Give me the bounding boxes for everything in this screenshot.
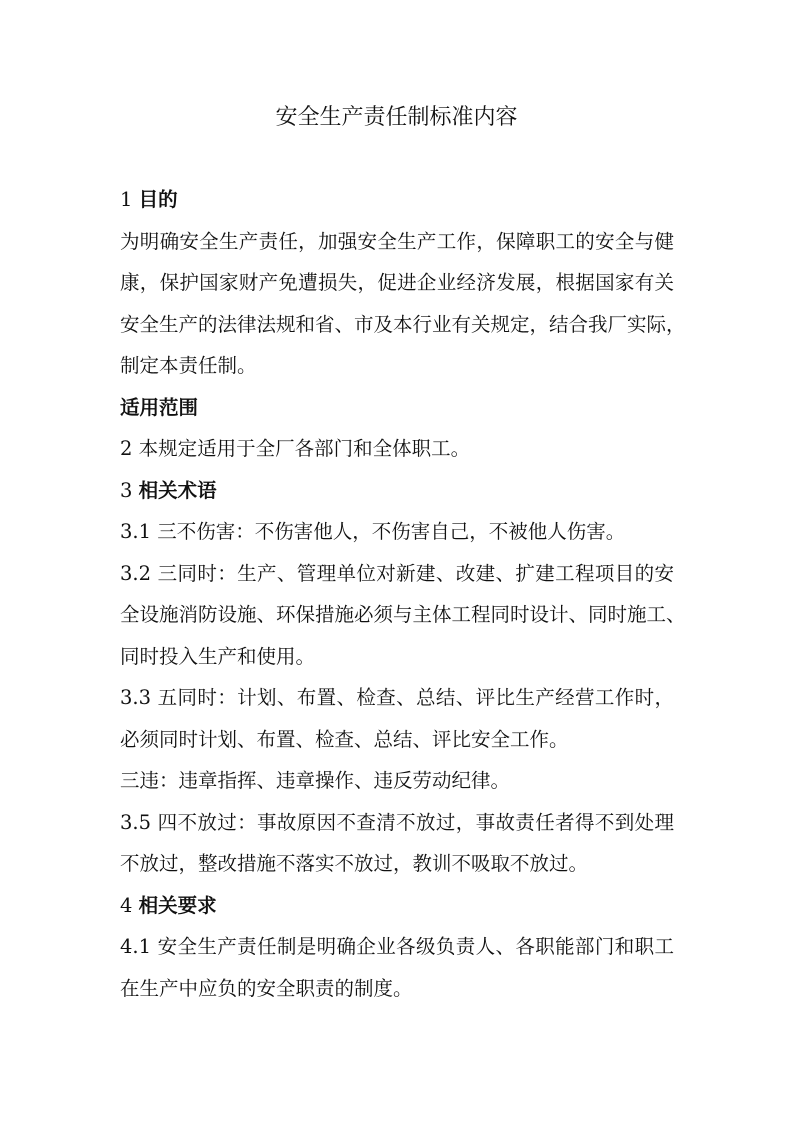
- paragraph-line: 制定本责任制。: [120, 354, 257, 377]
- section-number: 4: [120, 893, 139, 917]
- section-heading-text: 相关要求: [138, 893, 217, 917]
- section-heading: [120, 179, 674, 221]
- paragraph-line: 三违：违章指挥、违章操作、违反劳动纪律。: [120, 769, 511, 792]
- paragraph-line: 康，保护国家财产免遭损失，促进企业经济发展，根据国家有关: [120, 271, 674, 294]
- section-heading-text: 适用范围: [120, 395, 199, 419]
- document-title: 安全生产责任制标准内容: [275, 105, 518, 130]
- paragraph-line: 安全生产的法律法规和省、市及本行业有关规定，结合我厂实际，: [120, 312, 686, 336]
- section-heading-text: 目的: [138, 188, 178, 211]
- paragraph-line: 3.3 五同时：计划、布置、检查、总结、评比生产经营工作时，: [120, 686, 674, 709]
- paragraph-line: 2 本规定适用于全厂各部门和全体职工。: [120, 437, 471, 460]
- paragraph-line: 在生产中应负的安全职责的制度。: [120, 976, 413, 1000]
- section-heading: [120, 470, 674, 512]
- section-number: 1: [120, 188, 139, 211]
- paragraph-line: 全设施消防设施、环保措施必须与主体工程同时设计、同时施工、: [120, 603, 686, 626]
- section-heading: [120, 387, 674, 429]
- paragraph-line: 不放过，整改措施不落实不放过，教训不吸取不放过。: [120, 852, 589, 875]
- paragraph-line: 为明确安全生产责任，加强安全生产工作，保障职工的安全与健: [120, 229, 674, 253]
- paragraph-line: 3.5 四不放过：事故原因不查清不放过，事故责任者得不到处理: [120, 810, 674, 834]
- document-body: [120, 179, 686, 1009]
- paragraph-line: 3.2 三同时：生产、管理单位对新建、改建、扩建工程项目的安: [120, 561, 674, 585]
- paragraph-line: 4.1 安全生产责任制是明确企业各级负责人、各职能部门和职工: [120, 935, 674, 958]
- paragraph-line: 3.1 三不伤害：不伤害他人，不伤害自己，不被他人伤害。: [120, 520, 626, 543]
- section-number: 3: [120, 478, 139, 502]
- section-heading: [120, 885, 674, 927]
- paragraph-line: 同时投入生产和使用。: [120, 644, 316, 668]
- paragraph-line: 必须同时计划、布置、检查、总结、评比安全工作。: [120, 727, 569, 751]
- section-heading-text: 相关术语: [138, 478, 217, 502]
